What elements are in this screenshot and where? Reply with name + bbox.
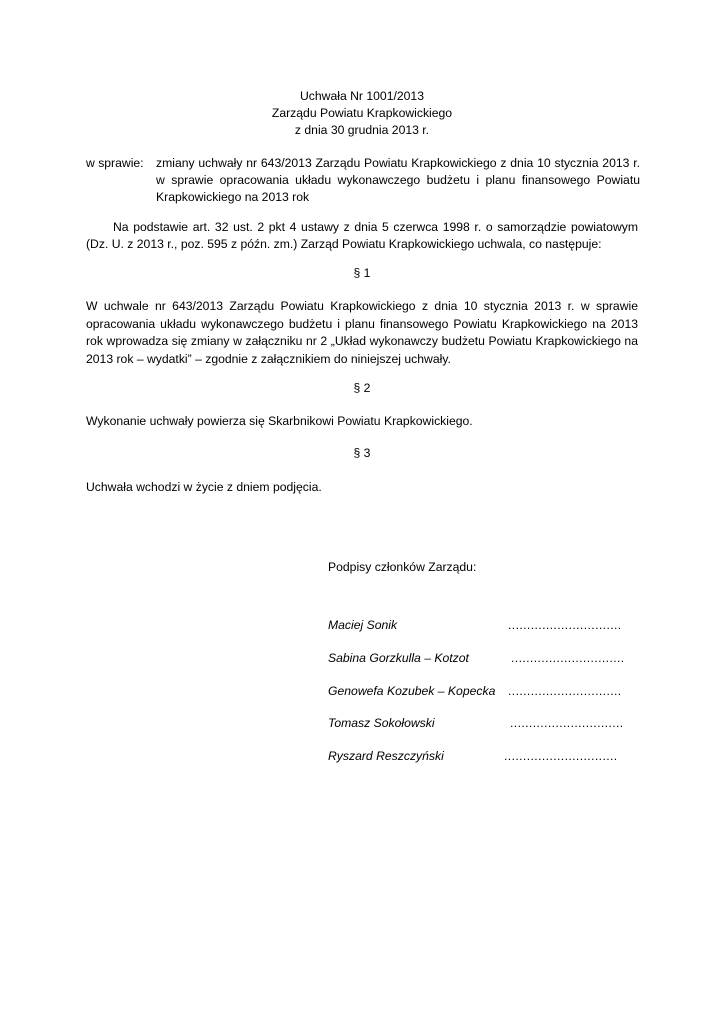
member-name: Ryszard Reszczyński bbox=[328, 749, 444, 763]
resolution-date: z dnia 30 grudnia 2013 r. bbox=[294, 123, 430, 137]
signature-line: .............................. bbox=[511, 651, 625, 665]
resolution-header bbox=[0, 88, 724, 139]
resolution-number: Uchwała Nr 1001/2013 bbox=[300, 89, 424, 103]
member-name: Genowefa Kozubek – Kopecka bbox=[328, 684, 496, 698]
member-name: Sabina Gorzkulla – Kotzot bbox=[328, 651, 469, 665]
legal-basis: Na podstawie art. 32 ust. 2 pkt 4 ustawy z dnia 5 czerwca 1998 r. o samorządzie powiatowym (Dz. U. z 2013 r., poz. 595 z późn. zm.) Zarząd Powiatu Krapkowickiego uchwala, co następuje: bbox=[86, 220, 638, 251]
signature-row bbox=[328, 684, 628, 701]
section-3-text: Uchwała wchodzi w życie z dniem podjęcia. bbox=[86, 480, 322, 494]
section-3-mark: § 3 bbox=[353, 446, 371, 460]
signature-line: .............................. bbox=[508, 618, 622, 632]
member-name: Maciej Sonik bbox=[328, 618, 398, 632]
section-1-text: W uchwale nr 643/2013 Zarządu Powiatu Krapkowickiego z dnia 10 stycznia 2013 r. w sprawie opracowania układu wykonawczego budżetu i planu finansowego Powiatu Krapkowickiego na 2013 rok wprowadza się zmiany w załączniku nr 2 „Układ wykonawczy budżetu Powiatu Krapkowickiego na 2013 rok – wydatki” – zgodnie z załącznikiem do niniejszej uchwały. bbox=[86, 299, 638, 366]
subject-text: zmiany uchwały nr 643/2013 Zarządu Powiatu Krapkowickiego z dnia 10 stycznia 2013 r. w sprawie opracowania układu wykonawczego budżetu i planu finansowego Powiatu Krapkowickiego na 2013 rok bbox=[156, 156, 640, 204]
resolution-issuer: Zarządu Powiatu Krapkowickiego bbox=[271, 106, 453, 120]
section-2-text: Wykonanie uchwały powierza się Skarbnikowi Powiatu Krapkowickiego. bbox=[86, 414, 473, 428]
section-1-mark: § 1 bbox=[353, 266, 371, 280]
signature-row bbox=[328, 618, 628, 635]
signature-line: .............................. bbox=[504, 749, 618, 763]
signature-row bbox=[328, 716, 628, 733]
section-2-mark: § 2 bbox=[353, 381, 371, 395]
subject-label: w sprawie: bbox=[86, 156, 144, 170]
signature-row bbox=[328, 651, 628, 668]
signature-row bbox=[328, 749, 628, 766]
signature-line: .............................. bbox=[508, 684, 622, 698]
member-name: Tomasz Sokołowski bbox=[328, 716, 435, 730]
signature-line: .............................. bbox=[510, 716, 624, 730]
signatures-title: Podpisy członków Zarządu: bbox=[328, 560, 477, 574]
